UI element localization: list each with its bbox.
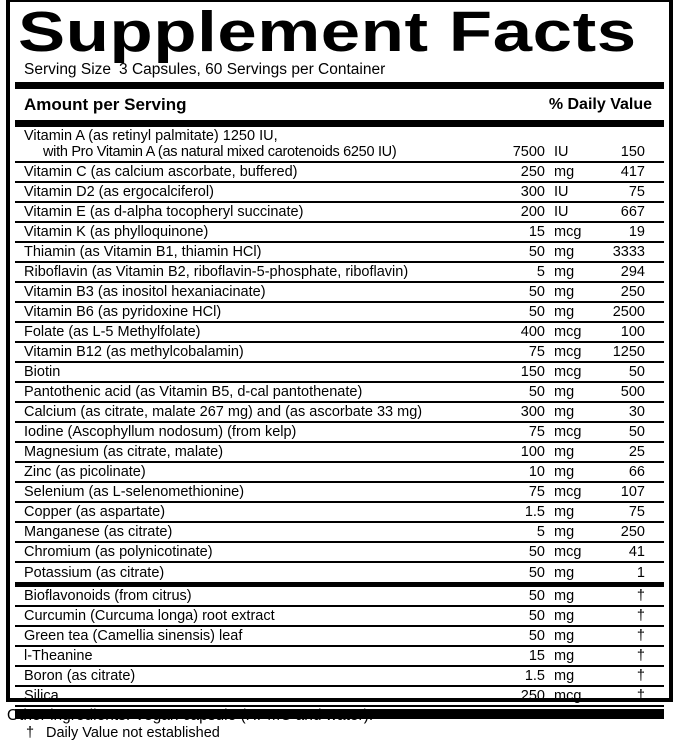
nutrient-daily-value: 150 <box>620 144 645 160</box>
nutrient-daily-value: 50 <box>628 424 645 440</box>
percent-daily-value-header: % Daily Value <box>548 96 652 113</box>
nutrient-amount: 50 <box>528 628 545 644</box>
nutrient-name-line1: Vitamin D2 (as ergocalciferol) <box>24 184 214 200</box>
nutrient-daily-value: † <box>636 588 645 604</box>
nutrient-daily-value: † <box>636 668 645 684</box>
nutrient-daily-value: 1250 <box>612 344 645 360</box>
nutrient-name <box>24 164 470 180</box>
amount-per-serving-header: Amount per Serving <box>24 95 187 114</box>
nutrient-name <box>24 384 470 400</box>
nutrient-row <box>15 463 664 483</box>
nutrient-unit: mg <box>554 264 575 280</box>
nutrient-row <box>15 687 664 707</box>
nutrient-amount: 1.5 <box>524 504 545 520</box>
nutrient-row <box>15 263 664 283</box>
nutrient-unit: mcg <box>554 364 582 380</box>
nutrient-name-line1: Chromium (as polynicotinate) <box>24 544 213 560</box>
nutrient-name <box>24 224 470 240</box>
column-header-row <box>15 89 664 120</box>
nutrient-row <box>15 363 664 383</box>
nutrient-row <box>15 343 664 363</box>
nutrient-daily-value: 2500 <box>612 304 645 320</box>
nutrient-unit: mcg <box>554 544 582 560</box>
nutrient-amount: 5 <box>536 264 545 280</box>
nutrient-name <box>24 444 470 460</box>
nutrient-amount: 15 <box>528 224 545 240</box>
nutrient-row <box>15 323 664 343</box>
nutrient-amount: 10 <box>528 464 545 480</box>
nutrient-unit: mcg <box>554 344 582 360</box>
panel-title: Supplement Facts <box>18 0 637 64</box>
nutrient-daily-value: 75 <box>628 504 645 520</box>
nutrient-name-line1: Calcium (as citrate, malate 267 mg) and (as ascorbate 33 mg) <box>24 404 423 420</box>
panel-title-wrap <box>15 0 664 64</box>
nutrient-daily-value: 66 <box>628 464 645 480</box>
nutrient-daily-value: 107 <box>620 484 645 500</box>
nutrient-name <box>24 628 470 644</box>
nutrient-name <box>24 284 470 300</box>
nutrient-name-line1: Selenium (as L-selenomethionine) <box>24 484 245 500</box>
nutrient-unit: mg <box>554 608 575 624</box>
nutrient-name-line1: Folate (as L-5 Methylfolate) <box>24 324 201 340</box>
nutrient-daily-value: 41 <box>628 544 645 560</box>
nutrient-unit: mg <box>554 668 575 684</box>
nutrient-name-line1: Bioflavonoids (from citrus) <box>24 588 192 604</box>
nutrient-unit: mcg <box>554 424 582 440</box>
nutrient-unit: mcg <box>554 688 582 704</box>
nutrient-unit: mg <box>554 164 575 180</box>
divider-bar-top <box>15 82 664 89</box>
nutrient-amount: 300 <box>520 404 545 420</box>
nutrient-daily-value: 30 <box>628 404 645 420</box>
nutrient-daily-value: 25 <box>628 444 645 460</box>
nutrient-row <box>15 523 664 543</box>
nutrient-unit: mg <box>554 628 575 644</box>
nutrient-name-line1: Iodine (Ascophyllum nodosum) (from kelp) <box>24 424 297 440</box>
nutrient-amount: 50 <box>528 304 545 320</box>
nutrient-name-line1: Vitamin B3 (as inositol hexaniacinate) <box>24 284 266 300</box>
nutrient-unit: mcg <box>554 224 582 240</box>
serving-size-value: 3 Capsules, 60 Servings per Container <box>119 61 386 78</box>
nutrient-row <box>15 483 664 503</box>
nutrient-unit: mg <box>554 284 575 300</box>
nutrient-name-line1: Riboflavin (as Vitamin B2, riboflavin-5-phosphate, riboflavin) <box>24 264 409 280</box>
nutrient-unit: mg <box>554 504 575 520</box>
nutrient-amount: 50 <box>528 384 545 400</box>
nutrient-row <box>15 283 664 303</box>
nutrient-amount: 75 <box>528 424 545 440</box>
nutrient-daily-value: 250 <box>620 524 645 540</box>
nutrient-name <box>24 204 470 220</box>
nutrient-name <box>24 504 470 520</box>
nutrient-name-line1: Biotin <box>24 364 61 380</box>
serving-size-label: Serving Size <box>24 61 112 78</box>
nutrient-unit: mg <box>554 588 575 604</box>
nutrient-name <box>24 404 470 420</box>
nutrient-name-line1: Vitamin B12 (as methylcobalamin) <box>24 344 244 360</box>
nutrient-name <box>24 688 470 704</box>
nutrient-name <box>24 464 470 480</box>
nutrient-unit: mg <box>554 244 575 260</box>
nutrient-daily-value: 19 <box>628 224 645 240</box>
nutrient-row <box>15 203 664 223</box>
nutrient-daily-value: 417 <box>620 164 645 180</box>
nutrient-unit: IU <box>554 184 569 200</box>
nutrient-name-line1: Vitamin K (as phylloquinone) <box>24 224 209 240</box>
nutrient-name-line1: Pantothenic acid (as Vitamin B5, d-cal pantothenate) <box>24 384 363 400</box>
divider-bar-header <box>15 120 664 127</box>
nutrient-row <box>15 423 664 443</box>
nutrient-daily-value: 667 <box>620 204 645 220</box>
nutrient-daily-value: 50 <box>628 364 645 380</box>
nutrient-unit: mg <box>554 464 575 480</box>
nutrient-name-line1: Vitamin B6 (as pyridoxine HCl) <box>24 304 222 320</box>
nutrient-daily-value: 100 <box>620 324 645 340</box>
nutrient-unit: mg <box>554 524 575 540</box>
nutrient-name-line1: Curcumin (Curcuma longa) root extract <box>24 608 275 624</box>
nutrient-amount: 5 <box>536 524 545 540</box>
nutrient-unit: mg <box>554 648 575 664</box>
nutrient-unit: mg <box>554 404 575 420</box>
nutrient-row <box>15 667 664 687</box>
nutrient-amount: 7500 <box>512 144 545 160</box>
nutrient-row <box>15 587 664 607</box>
nutrient-unit: IU <box>554 144 569 160</box>
nutrient-unit: mg <box>554 444 575 460</box>
nutrient-daily-value: 250 <box>620 284 645 300</box>
nutrient-row <box>15 443 664 463</box>
nutrient-name-line1: Vitamin C (as calcium ascorbate, buffered) <box>24 164 298 180</box>
nutrient-amount: 300 <box>520 184 545 200</box>
nutrient-name <box>24 544 470 560</box>
nutrient-row <box>15 183 664 203</box>
nutrient-daily-value: † <box>636 628 645 644</box>
nutrient-name <box>24 364 470 380</box>
nutrient-name <box>24 184 470 200</box>
nutrient-name-line1: Thiamin (as Vitamin B1, thiamin HCl) <box>24 244 262 260</box>
nutrient-amount: 50 <box>528 565 545 581</box>
nutrient-name <box>24 668 470 684</box>
nutrient-unit: mg <box>554 304 575 320</box>
nutrient-name-line1: Vitamin E (as d-alpha tocopheryl succinate) <box>24 204 304 220</box>
nutrient-name <box>24 484 470 500</box>
nutrient-name <box>24 264 470 280</box>
nutrient-amount: 50 <box>528 608 545 624</box>
nutrient-daily-value: † <box>636 648 645 664</box>
nutrient-amount: 50 <box>528 588 545 604</box>
nutrient-row <box>15 503 664 523</box>
other-ingredients-line: Other ingredients: Vegan capsule (HPMC and water). <box>7 707 374 724</box>
nutrient-row <box>15 607 664 627</box>
nutrient-name-line1: Magnesium (as citrate, malate) <box>24 444 224 460</box>
nutrient-amount: 250 <box>520 688 545 704</box>
nutrient-name-line1: Zinc (as picolinate) <box>24 464 146 480</box>
nutrient-unit: mcg <box>554 324 582 340</box>
nutrient-name <box>24 524 470 540</box>
nutrient-name <box>24 565 470 581</box>
nutrient-row <box>15 303 664 323</box>
nutrient-rows <box>15 127 664 707</box>
nutrient-amount: 15 <box>528 648 545 664</box>
nutrient-row <box>15 243 664 263</box>
nutrient-unit: IU <box>554 204 569 220</box>
nutrient-name-line1: Manganese (as citrate) <box>24 524 173 540</box>
nutrient-amount: 400 <box>520 324 545 340</box>
nutrient-daily-value: 294 <box>620 264 645 280</box>
nutrient-row <box>15 647 664 667</box>
nutrient-amount: 50 <box>528 284 545 300</box>
nutrient-name-line2: with Pro Vitamin A (as natural mixed carotenoids 6250 IU) <box>43 144 397 160</box>
nutrient-row <box>15 563 664 582</box>
nutrient-amount: 75 <box>528 484 545 500</box>
nutrient-daily-value: † <box>636 688 645 704</box>
nutrient-name-line1: Silica <box>24 688 59 704</box>
nutrient-row <box>15 543 664 563</box>
nutrient-amount: 50 <box>528 244 545 260</box>
nutrient-row <box>15 127 664 163</box>
nutrient-name <box>24 344 470 360</box>
nutrient-name <box>24 588 470 604</box>
nutrient-daily-value: 3333 <box>612 244 645 260</box>
nutrient-amount: 75 <box>528 344 545 360</box>
nutrient-name-line1: Vitamin A (as retinyl palmitate) 1250 IU, <box>24 128 278 144</box>
nutrient-daily-value: 75 <box>628 184 645 200</box>
nutrient-name <box>24 304 470 320</box>
nutrient-name <box>24 648 470 664</box>
nutrient-amount: 50 <box>528 544 545 560</box>
nutrient-name-line1: l-Theanine <box>24 648 93 664</box>
nutrient-name-line1: Potassium (as citrate) <box>24 565 165 581</box>
nutrient-unit: mg <box>554 565 575 581</box>
nutrient-unit: mcg <box>554 484 582 500</box>
nutrient-row <box>15 403 664 423</box>
footnote-text: Daily Value not established <box>46 725 220 741</box>
nutrient-amount: 150 <box>520 364 545 380</box>
nutrient-name <box>24 608 470 624</box>
nutrient-unit: mg <box>554 384 575 400</box>
nutrient-name-line1: Boron (as citrate) <box>24 668 136 684</box>
nutrient-name-line1: Copper (as aspartate) <box>24 504 166 520</box>
nutrient-name <box>24 128 470 160</box>
nutrient-row <box>15 627 664 647</box>
dagger-symbol: † <box>26 725 35 741</box>
nutrient-amount: 100 <box>520 444 545 460</box>
nutrient-daily-value: 500 <box>620 384 645 400</box>
nutrient-name <box>24 324 470 340</box>
nutrient-row <box>15 223 664 243</box>
nutrient-name-line1: Green tea (Camellia sinensis) leaf <box>24 628 243 644</box>
nutrient-daily-value: † <box>636 608 645 624</box>
nutrient-daily-value: 1 <box>636 565 645 581</box>
nutrient-amount: 1.5 <box>524 668 545 684</box>
nutrient-row <box>15 383 664 403</box>
nutrient-amount: 200 <box>520 204 545 220</box>
nutrient-row <box>15 163 664 183</box>
nutrient-name <box>24 424 470 440</box>
nutrient-name <box>24 244 470 260</box>
nutrient-amount: 250 <box>520 164 545 180</box>
